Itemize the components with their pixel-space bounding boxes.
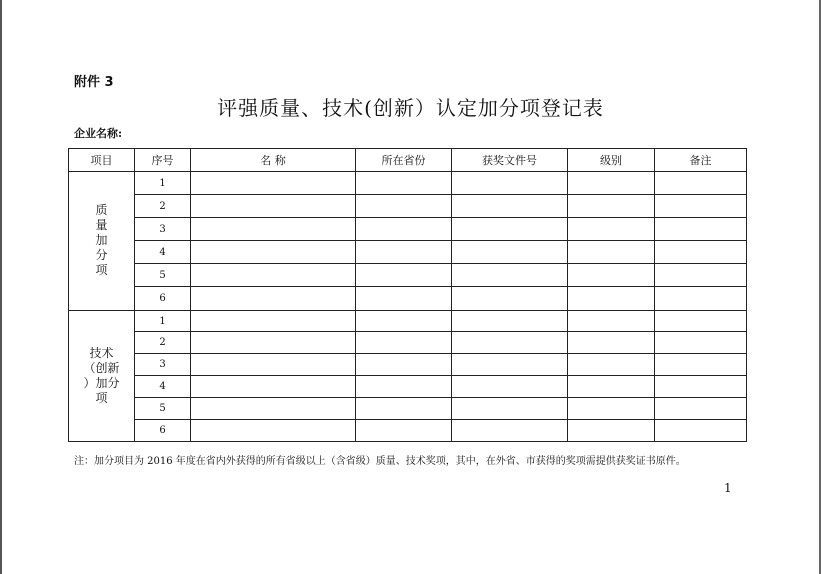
table-row [69,310,747,332]
category-label-line: 分 [95,248,108,263]
remarks-cell[interactable] [655,310,747,332]
name-cell[interactable] [191,332,356,354]
remarks-cell[interactable] [655,264,747,287]
level-cell[interactable] [568,172,655,195]
remarks-cell[interactable] [655,241,747,264]
award-doc-no-cell[interactable] [452,241,568,264]
page-left-edge [0,0,2,574]
award-doc-no-cell[interactable] [452,310,568,332]
level-cell[interactable] [568,287,655,310]
table-row [69,218,747,241]
row-seq-number: 5 [135,264,191,287]
award-doc-no-cell[interactable] [452,398,568,420]
name-cell[interactable] [191,195,356,218]
name-cell[interactable] [191,376,356,398]
header-seq: 序号 [135,149,191,172]
name-cell[interactable] [191,398,356,420]
level-cell[interactable] [568,420,655,442]
level-cell[interactable] [568,398,655,420]
name-cell[interactable] [191,241,356,264]
award-doc-no-cell[interactable] [452,195,568,218]
province-cell[interactable] [356,354,452,376]
table-row [69,195,747,218]
level-cell[interactable] [568,354,655,376]
province-cell[interactable] [356,218,452,241]
category-tech-innovation-bonus [69,310,135,441]
page-title: 评强质量、技术(创新）认定加分项登记表 [217,96,604,120]
header-award-doc-no: 获奖文件号 [452,149,568,172]
award-doc-no-cell[interactable] [452,264,568,287]
row-seq-number: 1 [135,310,191,332]
province-cell[interactable] [356,287,452,310]
table-row [69,264,747,287]
province-cell[interactable] [356,398,452,420]
name-cell[interactable] [191,287,356,310]
award-doc-no-cell[interactable] [452,332,568,354]
province-cell[interactable] [356,172,452,195]
row-seq-number: 3 [135,354,191,376]
remarks-cell[interactable] [655,195,747,218]
page-number: 1 [724,481,732,495]
level-cell[interactable] [568,376,655,398]
row-seq-number: 5 [135,398,191,420]
level-cell[interactable] [568,218,655,241]
award-doc-no-cell[interactable] [452,354,568,376]
category-label-line: ）加分 [83,375,120,390]
award-doc-no-cell[interactable] [452,376,568,398]
award-doc-no-cell[interactable] [452,287,568,310]
table-row [69,420,747,442]
name-cell[interactable] [191,420,356,442]
category-label-line: 技术 [89,345,114,360]
province-cell[interactable] [356,332,452,354]
table-row [69,354,747,376]
row-seq-number: 6 [135,287,191,310]
remarks-cell[interactable] [655,218,747,241]
level-cell[interactable] [568,332,655,354]
province-cell[interactable] [356,241,452,264]
table-header-row [69,149,747,172]
category-label-line: 质 [95,203,108,218]
award-doc-no-cell[interactable] [452,420,568,442]
category-label-line: 项 [95,263,108,278]
header-name: 名 称 [191,149,356,172]
remarks-cell[interactable] [655,172,747,195]
category-label-line: 项 [95,390,108,405]
table-row [69,332,747,354]
level-cell[interactable] [568,241,655,264]
category-label-line: 量 [95,218,108,233]
category-quality-bonus [69,172,135,311]
row-seq-number: 3 [135,218,191,241]
footnote: 注：加分项目为 2016 年度在省内外获得的所有省级以上（含省级）质量、技术奖项，其中，在外省、市获得的奖项需提供获奖证书原件。 [74,456,686,467]
remarks-cell[interactable] [655,376,747,398]
attachment-label: 附件 3 [74,75,114,90]
remarks-cell[interactable] [655,420,747,442]
category-label-line: 加 [95,233,108,248]
table-row [69,172,747,195]
row-seq-number: 4 [135,241,191,264]
company-name-label: 企业名称: [74,127,123,140]
row-seq-number: 1 [135,172,191,195]
level-cell[interactable] [568,310,655,332]
row-seq-number: 4 [135,376,191,398]
row-seq-number: 6 [135,420,191,442]
name-cell[interactable] [191,354,356,376]
remarks-cell[interactable] [655,354,747,376]
header-province: 所在省份 [356,149,452,172]
province-cell[interactable] [356,310,452,332]
province-cell[interactable] [356,420,452,442]
category-label-line: （创新 [83,360,120,375]
province-cell[interactable] [356,264,452,287]
table-row [69,398,747,420]
header-level: 级别 [568,149,655,172]
table-row [69,241,747,264]
table-row [69,287,747,310]
row-seq-number: 2 [135,195,191,218]
header-category: 项目 [69,149,135,172]
level-cell[interactable] [568,195,655,218]
registration-table [68,148,747,442]
award-doc-no-cell[interactable] [452,218,568,241]
header-remarks: 备注 [655,149,747,172]
remarks-cell[interactable] [655,287,747,310]
name-cell[interactable] [191,172,356,195]
remarks-cell[interactable] [655,398,747,420]
level-cell[interactable] [568,264,655,287]
province-cell[interactable] [356,376,452,398]
name-cell[interactable] [191,218,356,241]
table-body [69,172,747,442]
row-seq-number: 2 [135,332,191,354]
province-cell[interactable] [356,195,452,218]
table-row [69,376,747,398]
name-cell[interactable] [191,310,356,332]
name-cell[interactable] [191,264,356,287]
remarks-cell[interactable] [655,332,747,354]
award-doc-no-cell[interactable] [452,172,568,195]
